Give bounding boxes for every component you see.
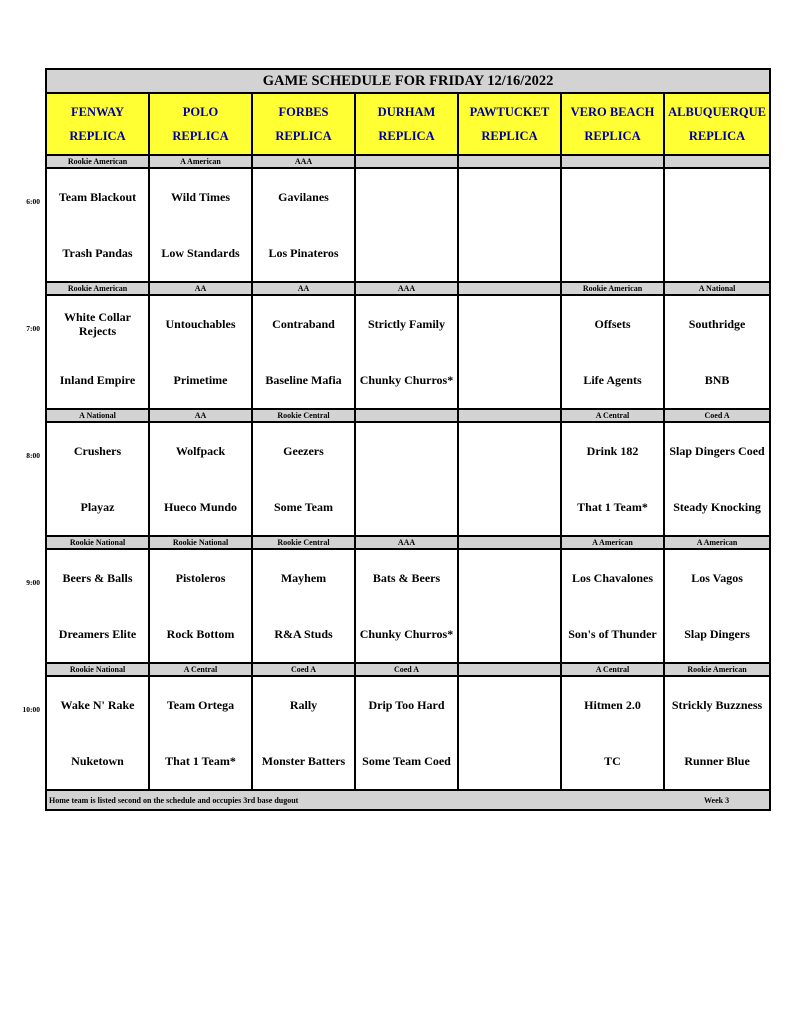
away-team: Drink 182 bbox=[586, 444, 639, 458]
division-label: A Central bbox=[149, 663, 252, 676]
away-team bbox=[562, 169, 663, 225]
away-team: Pistoleros bbox=[175, 571, 226, 585]
home-team: Some Team Coed bbox=[362, 754, 451, 768]
division-label bbox=[458, 663, 561, 676]
game-row bbox=[46, 295, 770, 409]
home-team: BNB bbox=[704, 373, 730, 387]
away-team: Rally bbox=[289, 698, 318, 712]
away-team bbox=[459, 296, 560, 352]
game-row bbox=[46, 549, 770, 663]
home-team: Low Standards bbox=[161, 246, 240, 260]
division-label: A Central bbox=[561, 663, 664, 676]
schedule-table bbox=[45, 68, 771, 811]
footer-cell bbox=[46, 790, 770, 810]
division-label: AA bbox=[149, 282, 252, 295]
division-row bbox=[46, 663, 770, 676]
home-team bbox=[459, 225, 560, 281]
field-name: POLO bbox=[182, 105, 219, 119]
division-label: Coed A bbox=[252, 663, 355, 676]
game-cell bbox=[458, 676, 561, 790]
away-team: Wolfpack bbox=[175, 444, 226, 458]
division-row bbox=[46, 282, 770, 295]
away-team bbox=[459, 423, 560, 479]
game-cell bbox=[561, 676, 664, 790]
game-cell bbox=[664, 295, 770, 409]
away-team: Crushers bbox=[73, 444, 122, 458]
game-cell bbox=[458, 549, 561, 663]
game-cell bbox=[46, 168, 149, 282]
division-label bbox=[355, 155, 458, 168]
game-cell bbox=[149, 295, 252, 409]
game-cell bbox=[458, 422, 561, 536]
home-team: Chunky Churros* bbox=[359, 373, 454, 387]
field-name: PAWTUCKET bbox=[469, 105, 550, 119]
field-header-row bbox=[46, 93, 770, 155]
time-label: 8:00 bbox=[26, 451, 40, 460]
game-cell bbox=[355, 168, 458, 282]
time-label: 10:00 bbox=[22, 705, 40, 714]
away-team: Mayhem bbox=[280, 571, 327, 585]
division-label bbox=[458, 155, 561, 168]
away-team: Team Blackout bbox=[58, 190, 137, 204]
away-team: Strictly Family bbox=[368, 317, 445, 331]
home-team: Los Pinateros bbox=[268, 246, 339, 260]
home-team: Baseline Mafia bbox=[265, 373, 342, 387]
home-team: Son's of Thunder bbox=[568, 627, 657, 641]
field-header bbox=[664, 93, 770, 155]
division-label: AA bbox=[149, 409, 252, 422]
division-label: Coed A bbox=[355, 663, 458, 676]
away-team bbox=[356, 423, 457, 479]
home-team: Playaz bbox=[80, 500, 115, 514]
home-team bbox=[459, 606, 560, 662]
game-cell bbox=[252, 168, 355, 282]
home-team bbox=[562, 225, 663, 281]
game-cell bbox=[149, 422, 252, 536]
time-label: 7:00 bbox=[26, 324, 40, 333]
game-cell bbox=[252, 295, 355, 409]
game-cell bbox=[664, 676, 770, 790]
title-row bbox=[46, 69, 770, 93]
away-team: Drip Too Hard bbox=[368, 698, 445, 712]
division-row bbox=[46, 409, 770, 422]
footer-row bbox=[46, 790, 770, 810]
game-cell bbox=[252, 549, 355, 663]
home-team: Trash Pandas bbox=[62, 246, 133, 260]
division-label: Rookie National bbox=[46, 536, 149, 549]
field-sub: REPLICA bbox=[172, 129, 229, 143]
home-team bbox=[459, 733, 560, 789]
division-row bbox=[46, 155, 770, 168]
home-team: Dreamers Elite bbox=[58, 627, 137, 641]
field-name: DURHAM bbox=[377, 105, 436, 119]
away-team: Southridge bbox=[688, 317, 746, 331]
home-team: Some Team bbox=[273, 500, 333, 514]
division-row bbox=[46, 536, 770, 549]
away-team bbox=[459, 550, 560, 606]
game-cell bbox=[355, 549, 458, 663]
division-label: Rookie National bbox=[46, 663, 149, 676]
division-label: A American bbox=[664, 536, 770, 549]
division-label: A Central bbox=[561, 409, 664, 422]
away-team: Slap Dingers Coed bbox=[669, 444, 765, 458]
away-team: Geezers bbox=[283, 444, 324, 458]
home-team: Primetime bbox=[173, 373, 228, 387]
away-team: Bats & Beers bbox=[372, 571, 441, 585]
away-team: Contraband bbox=[272, 317, 335, 331]
field-sub: REPLICA bbox=[584, 129, 641, 143]
division-label: Rookie Central bbox=[252, 536, 355, 549]
division-label: A National bbox=[664, 282, 770, 295]
home-team: Hueco Mundo bbox=[163, 500, 237, 514]
game-row bbox=[46, 422, 770, 536]
home-team: Nuketown bbox=[71, 754, 124, 768]
home-team bbox=[665, 225, 769, 281]
home-team bbox=[459, 352, 560, 408]
field-sub: REPLICA bbox=[688, 129, 746, 143]
away-team: Hitmen 2.0 bbox=[584, 698, 641, 712]
division-label: Rookie Central bbox=[252, 409, 355, 422]
division-label: Coed A bbox=[664, 409, 770, 422]
field-header bbox=[458, 93, 561, 155]
home-team: Rock Bottom bbox=[166, 627, 235, 641]
away-team bbox=[459, 169, 560, 225]
time-label: 9:00 bbox=[26, 578, 40, 587]
game-cell bbox=[355, 676, 458, 790]
division-label bbox=[664, 155, 770, 168]
away-team: Beers & Balls bbox=[62, 571, 133, 585]
away-team: Los Chavalones bbox=[571, 571, 654, 585]
division-label bbox=[458, 282, 561, 295]
division-label bbox=[458, 536, 561, 549]
field-sub: REPLICA bbox=[69, 129, 126, 143]
game-row bbox=[46, 676, 770, 790]
field-header bbox=[355, 93, 458, 155]
game-cell bbox=[149, 676, 252, 790]
home-team: Life Agents bbox=[583, 373, 642, 387]
field-name: VERO BEACH bbox=[570, 105, 655, 119]
schedule-body bbox=[46, 69, 770, 810]
week-label: Week 3 bbox=[703, 795, 730, 805]
division-label: A American bbox=[149, 155, 252, 168]
division-label: A American bbox=[561, 536, 664, 549]
home-team: Inland Empire bbox=[59, 373, 136, 387]
footer-note: Home team is listed second on the schedule and occupies 3rd base dugout bbox=[49, 795, 299, 805]
division-label: Rookie American bbox=[664, 663, 770, 676]
division-label: AAA bbox=[355, 282, 458, 295]
time-label: 6:00 bbox=[26, 197, 40, 206]
home-team bbox=[459, 479, 560, 535]
home-team: Steady Knocking bbox=[673, 500, 761, 514]
game-cell bbox=[355, 422, 458, 536]
home-team: That 1 Team* bbox=[165, 754, 236, 768]
field-header bbox=[561, 93, 664, 155]
game-cell bbox=[664, 422, 770, 536]
field-name: ALBUQUERQUE bbox=[668, 105, 767, 119]
game-cell bbox=[561, 295, 664, 409]
division-label: AAA bbox=[252, 155, 355, 168]
home-team: R&A Studs bbox=[274, 627, 333, 641]
game-cell bbox=[458, 295, 561, 409]
game-cell bbox=[664, 549, 770, 663]
field-name: FENWAY bbox=[70, 105, 125, 119]
field-sub: REPLICA bbox=[378, 129, 435, 143]
away-team: Untouchables bbox=[165, 317, 236, 331]
away-team bbox=[356, 169, 457, 225]
division-label bbox=[561, 155, 664, 168]
away-team: Offsets bbox=[594, 317, 631, 331]
home-team bbox=[356, 225, 457, 281]
division-label: Rookie National bbox=[149, 536, 252, 549]
field-name: FORBES bbox=[278, 105, 329, 119]
field-header bbox=[252, 93, 355, 155]
away-team: Wake N' Rake bbox=[60, 698, 135, 712]
game-cell bbox=[46, 422, 149, 536]
away-team: Gavilanes bbox=[278, 190, 329, 204]
away-team: Strickly Buzzness bbox=[671, 698, 763, 712]
game-cell bbox=[46, 549, 149, 663]
away-team bbox=[459, 677, 560, 733]
footer-inner bbox=[47, 796, 769, 805]
schedule-title: GAME SCHEDULE FOR FRIDAY 12/16/2022 bbox=[46, 69, 770, 93]
game-cell bbox=[355, 295, 458, 409]
game-cell bbox=[561, 549, 664, 663]
field-sub: REPLICA bbox=[275, 129, 332, 143]
division-label: Rookie American bbox=[561, 282, 664, 295]
home-team: Chunky Churros* bbox=[359, 627, 454, 641]
division-label bbox=[458, 409, 561, 422]
home-team: That 1 Team* bbox=[577, 500, 648, 514]
division-label bbox=[355, 409, 458, 422]
field-header bbox=[46, 93, 149, 155]
game-cell bbox=[561, 422, 664, 536]
game-cell bbox=[46, 676, 149, 790]
game-cell bbox=[458, 168, 561, 282]
game-row bbox=[46, 168, 770, 282]
away-team: Team Ortega bbox=[166, 698, 235, 712]
game-cell bbox=[252, 676, 355, 790]
away-team: White Collar Rejects bbox=[64, 310, 131, 338]
field-sub: REPLICA bbox=[481, 129, 538, 143]
game-cell bbox=[149, 168, 252, 282]
home-team: Runner Blue bbox=[684, 754, 750, 768]
away-team: Wild Times bbox=[170, 190, 231, 204]
division-label: AAA bbox=[355, 536, 458, 549]
home-team: TC bbox=[604, 754, 621, 768]
home-team bbox=[356, 479, 457, 535]
home-team: Slap Dingers bbox=[684, 627, 750, 641]
field-header bbox=[149, 93, 252, 155]
division-label: Rookie American bbox=[46, 155, 149, 168]
division-label: Rookie American bbox=[46, 282, 149, 295]
division-label: AA bbox=[252, 282, 355, 295]
division-label: A National bbox=[46, 409, 149, 422]
game-cell bbox=[149, 549, 252, 663]
away-team: Los Vagos bbox=[691, 571, 743, 585]
game-cell bbox=[664, 168, 770, 282]
game-cell bbox=[252, 422, 355, 536]
game-cell bbox=[46, 295, 149, 409]
away-team bbox=[665, 169, 769, 225]
home-team: Monster Batters bbox=[261, 754, 346, 768]
game-cell bbox=[561, 168, 664, 282]
